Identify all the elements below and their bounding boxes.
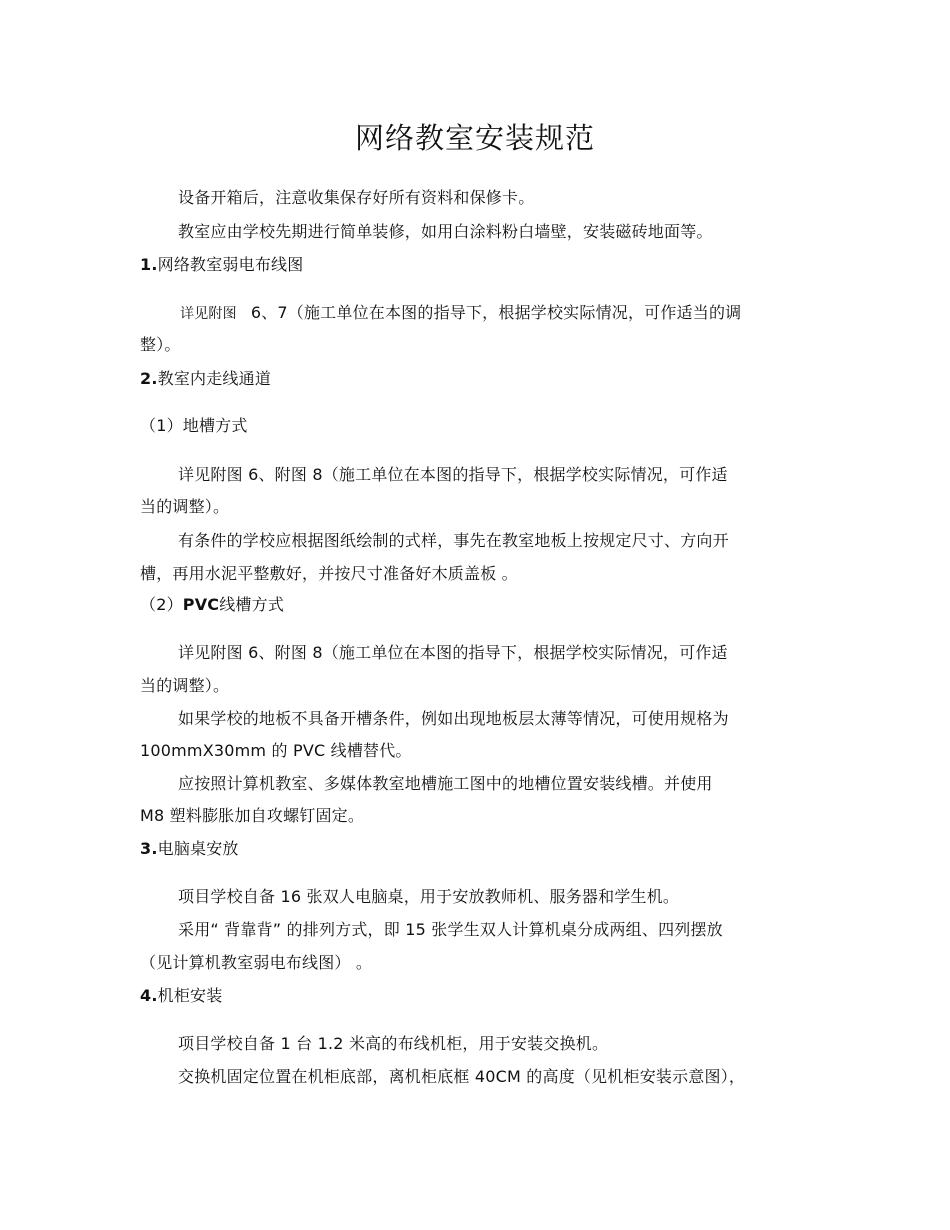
section-3-p2-line-2: （见计算机教室弱电布线图） 。 xyxy=(140,953,373,972)
subsection-2-1-p1-line-1: 详见附图 6、附图 8（施工单位在本图的指导下，根据学校实际情况，可作适 xyxy=(178,465,728,484)
subsection-2-1-p1-line-2: 当的调整）。 xyxy=(140,497,230,516)
section-3-paragraph-1: 项目学校自备 16 张双人电脑桌，用于安放教师机、服务器和学生机。 xyxy=(178,887,680,906)
subsection-2-2-p2-line-1: 如果学校的地板不具备开槽条件，例如出现地板层太薄等情况，可使用规格为 xyxy=(178,709,729,728)
subsection-2-2-p2-line-2: 100mmX30mm 的 PVC 线槽替代。 xyxy=(140,741,412,760)
intro-paragraph-1: 设备开箱后，注意收集保存好所有资料和保修卡。 xyxy=(178,188,535,207)
subsection-2-1-label: （1）地槽方式 xyxy=(140,416,248,435)
section-4-heading xyxy=(140,986,222,1006)
section-1-text-line-1 xyxy=(180,303,741,324)
section-4-number: 4. xyxy=(140,986,158,1005)
subsection-2-2-p3-line-2: M8 塑料膨胀加自攻螺钉固定。 xyxy=(140,806,365,825)
section-4-paragraph-2: 交换机固定位置在机柜底部，离机柜底框 40CM 的高度（见机柜安装示意图）， xyxy=(178,1067,746,1086)
section-3-title: 电脑桌安放 xyxy=(157,839,239,858)
section-1-heading xyxy=(140,255,303,275)
section-4-paragraph-1: 项目学校自备 1 台 1.2 米高的布线机柜，用于安装交换机。 xyxy=(178,1034,609,1053)
section-1-title: 网络教室弱电布线图 xyxy=(157,255,304,274)
section-1-ref-text: 6、7（施工单位在本图的指导下，根据学校实际情况，可作适当的调 xyxy=(250,303,742,322)
subsection-2-2-prefix: （2） xyxy=(140,595,183,614)
document-title: 网络教室安装规范 xyxy=(354,121,595,155)
section-1-text-line-2: 整）。 xyxy=(140,335,181,354)
subsection-2-1-p2-line-1: 有条件的学校应根据图纸绘制的式样，事先在教室地板上按规定尺寸、方向开 xyxy=(178,531,729,550)
section-2-title: 教室内走线通道 xyxy=(157,369,272,388)
subsection-2-2-p3-line-1: 应按照计算机教室、多媒体教室地槽施工图中的地槽位置安装线槽。并使用 xyxy=(178,774,713,793)
subsection-2-2-p1-line-2: 当的调整）。 xyxy=(140,676,230,695)
subsection-2-2-pvc: PVC xyxy=(182,595,220,614)
subsection-2-2-p1-line-1: 详见附图 6、附图 8（施工单位在本图的指导下，根据学校实际情况，可作适 xyxy=(178,643,728,662)
section-1-ref-label: 详见附图 xyxy=(180,306,237,322)
section-2-number: 2. xyxy=(140,369,158,388)
section-1-number: 1. xyxy=(140,255,158,274)
section-2-heading xyxy=(140,369,271,389)
subsection-2-1-p2-line-2: 槽，再用水泥平整敷好，并按尺寸准备好木质盖板 。 xyxy=(140,564,518,583)
section-3-number: 3. xyxy=(140,839,158,858)
intro-paragraph-2: 教室应由学校先期进行简单装修，如用白涂料粉白墙壁，安装磁砖地面等。 xyxy=(178,222,713,241)
section-4-title: 机柜安装 xyxy=(157,986,223,1005)
subsection-2-2-label xyxy=(140,595,284,615)
section-3-heading xyxy=(140,839,239,859)
subsection-2-2-suffix: 线槽方式 xyxy=(219,595,285,614)
section-3-p2-line-1: 采用“ 背靠背” 的排列方式，即 15 张学生双人计算机桌分成两组、四列摆放 xyxy=(178,920,723,939)
